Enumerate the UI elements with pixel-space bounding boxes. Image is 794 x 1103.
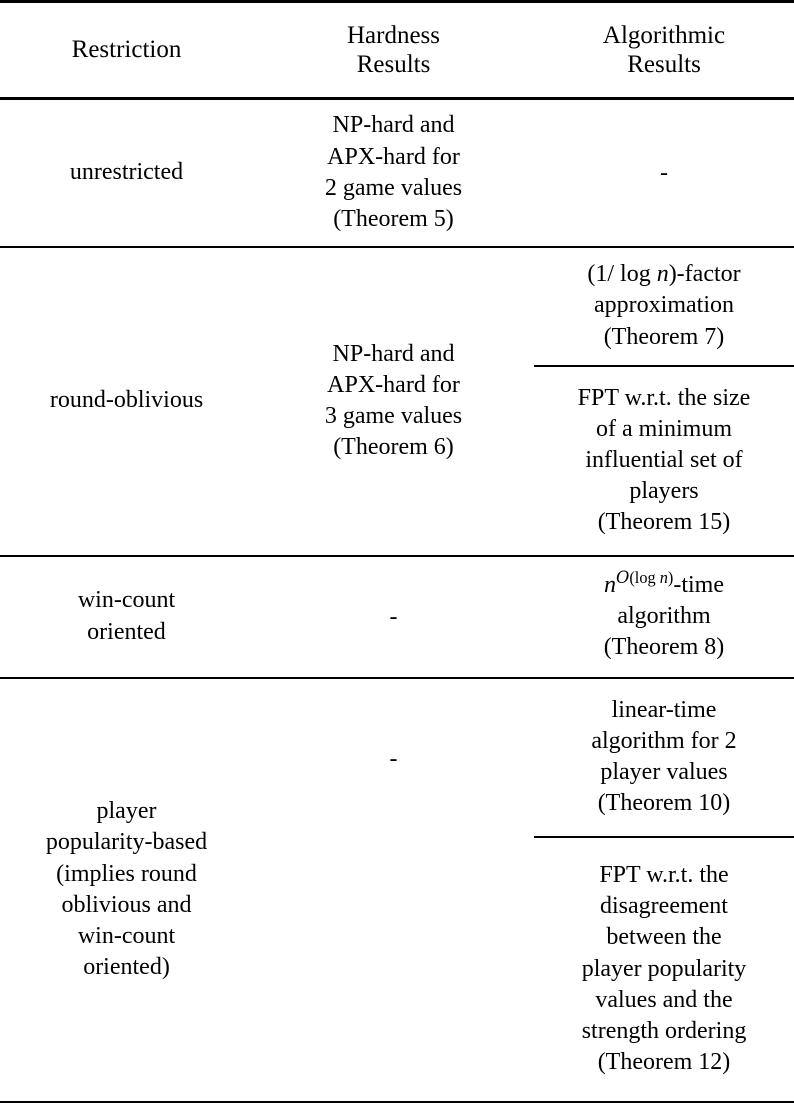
cell-restriction-unrestricted: unrestricted <box>69 159 184 186</box>
approximation-line-2: approximation <box>594 292 734 319</box>
cell-algorithmic-round-oblivious <box>534 247 794 556</box>
algorithmic-subcell-linear-time-content <box>534 679 794 837</box>
fpt-disagreement-line-6: strength ordering <box>581 1018 747 1045</box>
column-header-restriction: Restriction <box>71 36 182 64</box>
restriction-line-1: win-count <box>77 587 176 614</box>
fpt-line-2: of a minimum <box>596 415 732 442</box>
table-body <box>0 99 794 1103</box>
linear-time-line-1: linear-time <box>611 696 717 723</box>
fpt-line-3: influential set of <box>585 446 743 473</box>
cell-hardness-win-count-oriented-dash: - <box>389 603 398 630</box>
restriction-line-5: win-count <box>77 922 176 949</box>
fpt-line-4: players <box>629 478 699 505</box>
quasipoly-base: n <box>604 571 616 598</box>
column-header-algorithmic-line1: Algorithmic <box>602 21 726 49</box>
table-row-round-oblivious <box>0 247 794 556</box>
approximation-math-prefix: (1/ log <box>587 261 657 288</box>
quasipoly-exponent <box>616 568 673 587</box>
linear-time-line-3: player values <box>600 759 728 785</box>
column-header-algorithmic-results <box>534 2 794 99</box>
approximation-line-3: (Theorem 7) <box>603 323 725 350</box>
approximation-math-line <box>544 259 784 290</box>
restriction-line-6: oriented) <box>83 954 170 981</box>
linear-time-line-4: (Theorem 10) <box>597 790 731 817</box>
quasipoly-exponent-variable: n <box>659 567 668 587</box>
table-row-unrestricted <box>0 99 794 247</box>
table-row-player-popularity-based <box>0 678 794 1103</box>
cell-algorithmic-unrestricted-dash: - <box>660 159 668 186</box>
linear-time-line-2: algorithm for 2 <box>591 727 737 754</box>
algorithmic-subcell-fpt-influential-set-content <box>534 366 794 555</box>
fpt-disagreement-line-4: player popularity <box>581 955 747 982</box>
fpt-disagreement-line-1: FPT w.r.t. the <box>599 862 729 889</box>
cell-restriction-round-oblivious: round-oblivious <box>49 387 204 414</box>
column-header-hardness-line1: Hardness <box>346 21 441 49</box>
restriction-line-3: (implies round <box>56 860 197 887</box>
algorithmic-subcell-group <box>534 248 794 555</box>
algorithmic-subcell-group <box>534 679 794 1102</box>
hardness-line-3: 3 game values <box>324 403 463 429</box>
fpt-disagreement-line-3: between the <box>606 924 722 951</box>
hardness-line-4: (Theorem 5) <box>333 205 454 232</box>
approximation-math-variable: n <box>656 261 669 288</box>
quasipoly-after: -time <box>673 571 724 598</box>
algorithmic-subcell-fpt-influential-set <box>534 366 794 555</box>
quasipoly-line-3: (Theorem 8) <box>603 634 725 661</box>
quasipoly-math-line <box>534 567 794 601</box>
cell-hardness-player-popularity-based-dash: - <box>389 745 398 772</box>
fpt-disagreement-line-7: (Theorem 12) <box>597 1049 731 1076</box>
cell-hardness-round-oblivious <box>253 247 534 556</box>
hardness-line-3: 2 game values <box>324 174 463 201</box>
algorithmic-subcell-linear-time <box>534 679 794 837</box>
algorithmic-subcell-approximation <box>534 248 794 366</box>
cell-algorithmic-win-count-oriented <box>534 556 794 678</box>
cell-restriction-win-count-oriented <box>0 556 253 678</box>
hardness-line-2: APX-hard for <box>327 143 460 170</box>
cell-algorithmic-player-popularity-based <box>534 678 794 1103</box>
fpt-disagreement-line-2: disagreement <box>600 893 728 920</box>
cell-hardness-unrestricted <box>253 99 534 247</box>
hardness-line-1: NP-hard and <box>332 340 455 367</box>
table-row-win-count-oriented <box>0 556 794 678</box>
restriction-line-4: oblivious and <box>61 891 192 918</box>
quasipoly-exponent-calligraphic-o: O <box>616 567 630 587</box>
restriction-line-1: player <box>96 798 157 825</box>
hardness-line-1: NP-hard and <box>332 112 455 139</box>
algorithmic-subcell-fpt-disagreement-content <box>534 837 794 1102</box>
cell-restriction-player-popularity-based <box>0 678 253 1103</box>
fpt-disagreement-line-5: values and the <box>595 986 733 1013</box>
hardness-line-2: APX-hard for <box>327 371 460 398</box>
column-header-hardness-line2: Results <box>356 51 431 78</box>
hardness-line-4: (Theorem 6) <box>333 434 454 461</box>
quasipoly-exponent-close: ) <box>667 567 674 587</box>
column-header-hardness-results <box>253 2 534 99</box>
header-row <box>0 2 794 99</box>
quasipoly-exponent-open: (log <box>629 567 660 587</box>
restriction-line-2: popularity-based <box>45 829 208 856</box>
column-header-algorithmic-line2: Results <box>627 51 701 78</box>
algorithmic-subcell-fpt-disagreement <box>534 837 794 1102</box>
fpt-line-1: FPT w.r.t. the size <box>577 384 751 411</box>
quasipoly-line-2: algorithm <box>617 602 711 629</box>
restriction-line-2: oriented <box>87 618 166 645</box>
fpt-line-5: (Theorem 15) <box>597 509 731 536</box>
table-header <box>0 2 794 99</box>
approximation-math-suffix: )-factor <box>668 261 741 288</box>
algorithmic-subcell-approximation-content <box>534 248 794 366</box>
